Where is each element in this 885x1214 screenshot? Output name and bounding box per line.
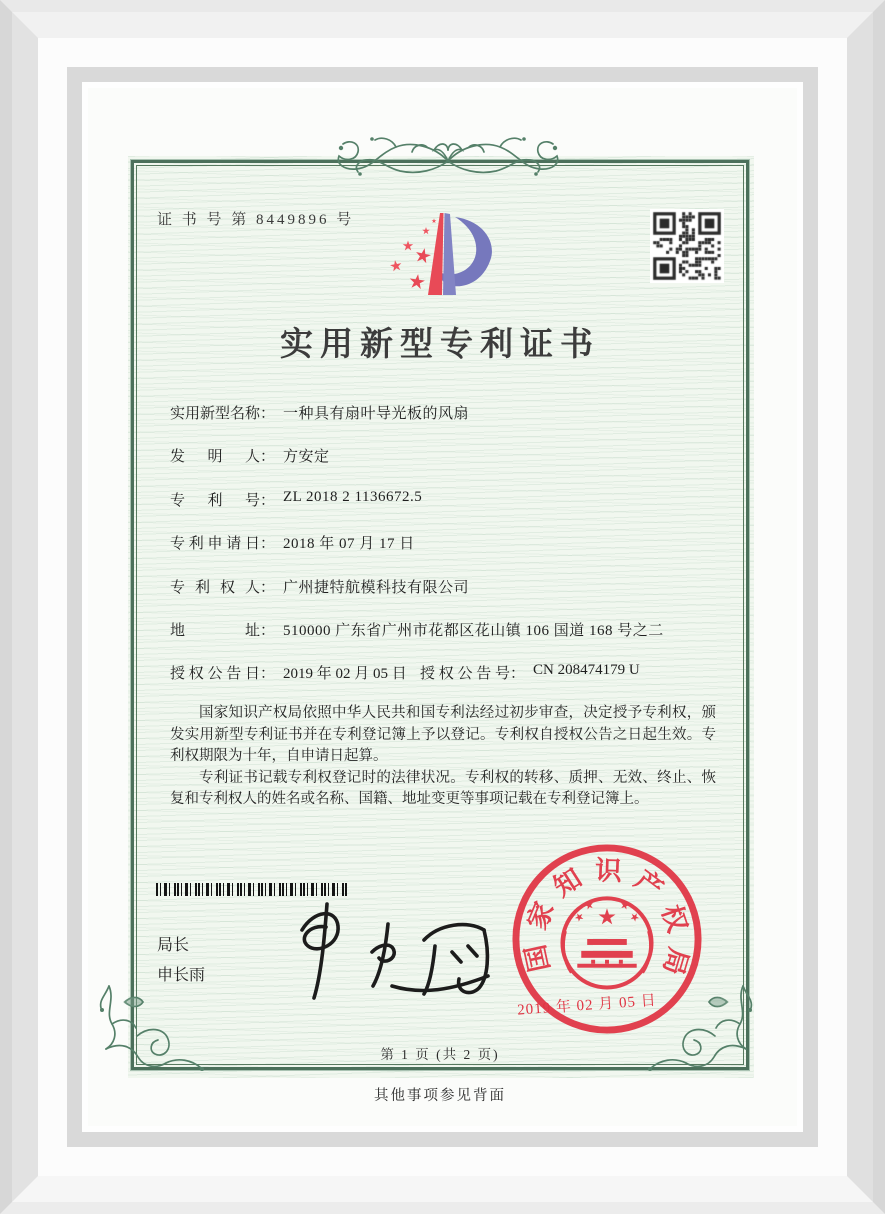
qr-code bbox=[650, 209, 724, 283]
legal-paragraph-2: 专利证书记载专利权登记时的法律状况。专利权的转移、质押、无效、终止、恢复和专利权人的姓名或名称、国籍、地址变更等事项记载在专利登记簿上。 bbox=[170, 769, 716, 808]
field-row-patentee bbox=[170, 576, 742, 619]
field-value: 510000 广东省广州市花都区花山镇 106 国道 168 号之二 bbox=[283, 622, 664, 639]
field-row-filing-date bbox=[170, 532, 742, 575]
field-colon: ： bbox=[260, 406, 276, 422]
ornament-top-center bbox=[308, 131, 588, 185]
barcode bbox=[156, 883, 348, 896]
field-value: CN 208474179 U bbox=[533, 662, 640, 679]
field-label: 授权公告号 bbox=[420, 666, 510, 683]
field-row-inventor bbox=[170, 445, 742, 488]
field-value: 2019 年 02 月 05 日 bbox=[283, 666, 407, 683]
field-label: 专利权人 bbox=[170, 579, 260, 596]
grant-no-pair bbox=[420, 662, 742, 683]
field-row-address bbox=[170, 619, 742, 662]
field-colon: ： bbox=[260, 492, 276, 509]
certificate-title: 实用新型专利证书 bbox=[280, 327, 600, 363]
legal-paragraph-1: 国家知识产权局依照中华人民共和国专利法经过初步审查，决定授予专利权，颁发实用新型专利证书并在专利登记簿上予以登记。专利权自授权公告之日起生效。专利权期限为十年，自申请日起算。 bbox=[170, 705, 716, 765]
seal-date: 2019 年 02 月 05 日 bbox=[516, 992, 658, 1019]
field-value: 广州捷特航模科技有限公司 bbox=[283, 579, 470, 596]
fields-block bbox=[170, 402, 742, 706]
cnipa-logo-icon bbox=[372, 203, 512, 307]
national-emblem-icon bbox=[562, 898, 651, 987]
field-label: 专利号 bbox=[170, 492, 260, 509]
field-colon: ： bbox=[260, 449, 276, 466]
field-colon: ： bbox=[260, 666, 276, 683]
field-label: 专利申请日 bbox=[170, 536, 260, 553]
field-colon: ： bbox=[260, 579, 276, 596]
seal-agency-text: 国家知识产权局 bbox=[519, 855, 694, 981]
signature-handwriting bbox=[272, 896, 524, 1002]
field-row-patent-no bbox=[170, 489, 742, 532]
field-row-name bbox=[170, 402, 742, 445]
signer-block bbox=[157, 931, 205, 991]
field-value: ZL 2018 2 1136672.5 bbox=[283, 488, 423, 505]
field-label: 实用新型名称 bbox=[170, 406, 261, 422]
field-value: 2018 年 07 月 17 日 bbox=[283, 536, 415, 553]
grant-date-pair bbox=[170, 662, 420, 683]
field-label: 发明人 bbox=[170, 449, 260, 466]
back-note: 其他事项参见背面 bbox=[374, 1088, 506, 1104]
field-label: 地址 bbox=[170, 622, 260, 639]
field-label: 授权公告日 bbox=[170, 666, 260, 683]
field-row-grant bbox=[170, 662, 742, 705]
field-colon: ： bbox=[260, 622, 276, 639]
certificate-number: 证 书 号 第 8449896 号 bbox=[157, 212, 355, 228]
signer-title: 局长 bbox=[157, 937, 190, 954]
signer-name: 申长雨 bbox=[157, 967, 206, 984]
field-value: 一种具有扇叶导光板的风扇 bbox=[283, 406, 470, 422]
field-colon: ： bbox=[510, 666, 526, 683]
page-number: 第 1 页 (共 2 页) bbox=[380, 1047, 500, 1062]
legal-text bbox=[170, 703, 716, 811]
field-colon: ： bbox=[260, 536, 276, 553]
field-value: 方安定 bbox=[283, 449, 330, 466]
